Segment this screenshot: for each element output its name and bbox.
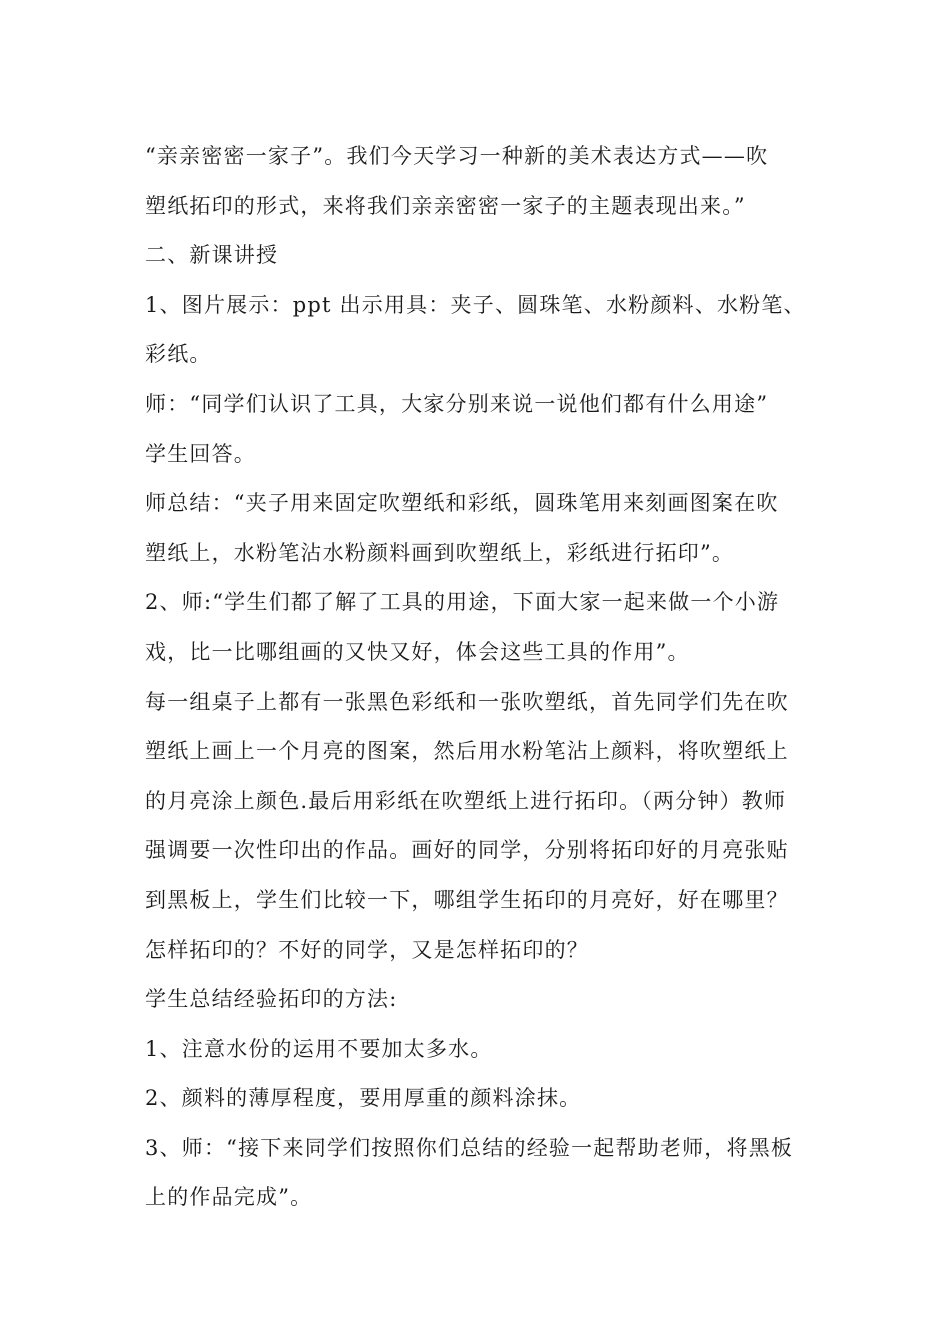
text-line: 1、图片展示：ppt 出示用具：夹子、圆珠笔、水粉颜料、水粉笔、 (145, 292, 806, 317)
document-body (145, 132, 810, 1223)
text-line: 塑纸上，水粉笔沾水粉颜料画到吹塑纸上，彩纸进行拓印”。 (145, 540, 735, 565)
text-line: 戏，比一比哪组画的又快又好，体会这些工具的作用”。 (145, 639, 690, 664)
text-line: 塑纸拓印的形式，来将我们亲亲密密一家子的主题表现出来。” (145, 193, 746, 218)
text-line: 怎样拓印的？不好的同学，又是怎样拓印的？ (145, 937, 589, 962)
list-item: 1、注意水份的运用不要加太多水。 (145, 1036, 493, 1061)
text-line: 到黑板上，学生们比较一下，哪组学生拓印的月亮好，好在哪里？ (145, 887, 789, 912)
text-line: 彩纸。 (145, 342, 212, 367)
text-line: 师：“同学们认识了工具，大家分别来说一说他们都有什么用途” (145, 391, 769, 416)
text-line: 学生回答。 (145, 441, 256, 466)
text-line: “亲亲密密一家子”。我们今天学习一种新的美术表达方式——吹 (145, 144, 769, 168)
section-heading: 二、新课讲授 (145, 243, 279, 268)
text-line: 的月亮涂上颜色.最后用彩纸在吹塑纸上进行拓印。（两分钟）教师 (145, 788, 787, 813)
text-line: 塑纸上画上一个月亮的图案，然后用水粉笔沾上颜料，将吹塑纸上 (145, 739, 789, 764)
list-item: 2、颜料的薄厚程度，要用厚重的颜料涂抹。 (145, 1086, 582, 1111)
text-line: 学生总结经验拓印的方法: (145, 987, 398, 1012)
text-line: 每一组桌子上都有一张黑色彩纸和一张吹塑纸，首先同学们先在吹 (145, 689, 789, 714)
text-line: 上的作品完成”。 (145, 1185, 313, 1210)
text-line: 强调要一次性印出的作品。画好的同学，分别将拓印好的月亮张贴 (145, 838, 789, 863)
text-line: 师总结：“夹子用来固定吹塑纸和彩纸，圆珠笔用来刻画图案在吹 (145, 491, 779, 516)
text-line: 2、师:“学生们都了解了工具的用途，下面大家一起来做一个小游 (145, 590, 780, 615)
text-line: 3、师：“接下来同学们按照你们总结的经验一起帮助老师，将黑板 (145, 1135, 794, 1160)
